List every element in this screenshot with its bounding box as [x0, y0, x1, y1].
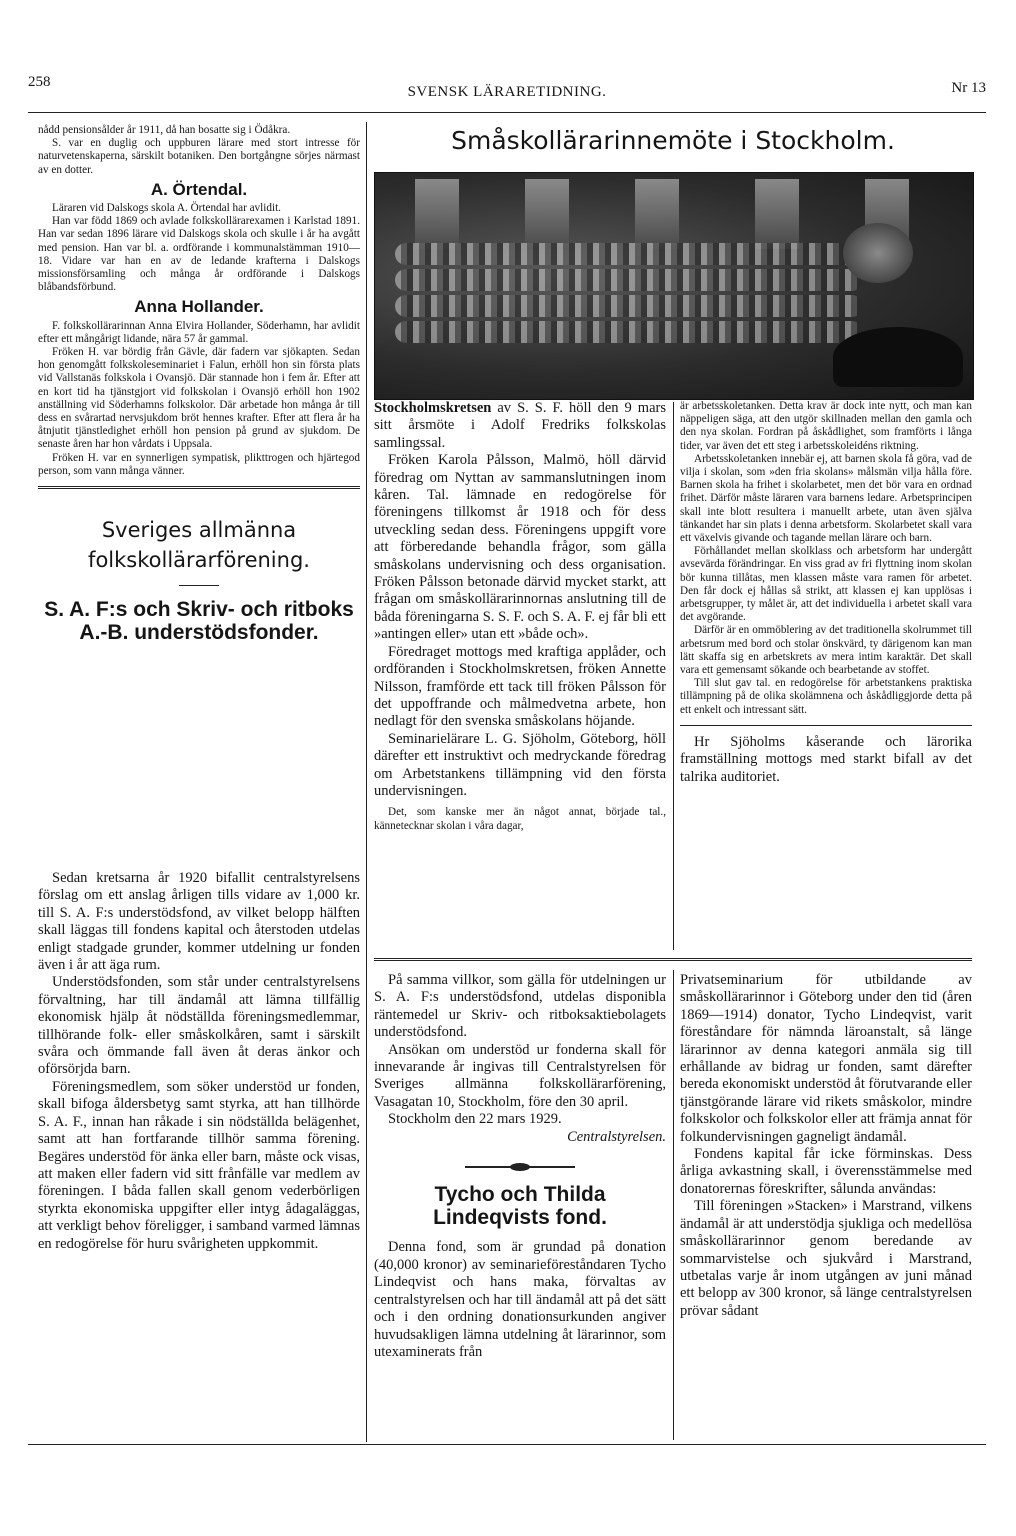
issue-number: Nr 13: [951, 80, 986, 96]
article-paragraph: är arbetsskoletanken. Detta krav är dock inte nytt, och man kan näppeligen säga, att den utgör skillnaden mellan den gamla och den nya skolan. Fordran på åskådlighet, som framförts i långa tider, var även det ett steg i arbetsskoleidéns riktning.: [680, 400, 972, 452]
left-column: [38, 124, 360, 654]
fund-paragraph: På samma villkor, som gälla för utdelningen ur S. A. F:s understödsfond, utdelas disponibla räntemedel ur Skriv- och ritboksaktiebolagets understödsfond.: [374, 972, 666, 1041]
article-paragraph: Förhållandet mellan skolklass och arbetsform har undergått avsevärda förändringar. En viss grad av fri flyttning inom skolan bör kunna tillåtas, men klassen måste vara ramen för arbetet. Den får dock ej hållas så strikt, att klassen ej kan upplösas i arbetsgrupper, ty målet är, att det individuella i arbetet skall vara det avgörande.: [680, 545, 972, 624]
newspaper-page: [18, 60, 996, 1460]
fund-heading: S. A. F:s och Skriv- och ritboks A.-B. understödsfonder.: [44, 598, 354, 645]
article-paragraph: Arbetsskoletanken innebär ej, att barnen skola få göra, vad de vilja i skolan, som »den fria skolans» målsmän vilja hålla före. Barnen skola ha frihet i skolarbetet, men det bör vara en ordnad frihet. Därför måste läraren vara barnens ledare. Arbetsprincipen skall inte blott resultera i manuellt arbete, utan även själva tänkandet har sin plats i denna arbetsform. Skolarbetet skall vara ett växelvis givande och tagande mellan lärare och barn.: [680, 452, 972, 545]
closing-rule: [680, 725, 972, 726]
right-column: [680, 400, 972, 786]
obituary-paragraph: Han var född 1869 och avlade folkskollärarexamen i Karlstad 1891. Han var sedan 1896 lärare vid Dalskogs skola och skulle i år ha avgått med pension. Han var bl. a. ordförande i kommunalstämman 1910—18. Vidare var han en av de ledande krafterna i Dalskogs missionsförsamling och många år ordförande i Dalskogs blåbandsförbund.: [38, 215, 360, 294]
article-paragraph: Fröken Karola Pålsson, Malmö, höll därvid föredrag om Nyttan av sammanslutningen inom kåren. Tal. lämnade en redogörelse för föreningens tillkomst år 1918 och för dess utveckling sedan dess. Föreningens uppgift vore att förberedande behandla frågor, som gälla småskolans undervisning och dess organisation. Fröken Pålsson betonade därvid mycket starkt, att frågan om småskollärarinnornas anslutning till de båda föreningarna S. S. F. och S. A. F. ej får bli ett »antingen eller» utan ett »både och».: [374, 452, 666, 643]
closing-paragraph: Hr Sjöholms kåserande och lärorika framställning mottogs med starkt bifall av det talrika auditoriet.: [680, 733, 972, 785]
bottom-rule: [28, 1444, 986, 1445]
fund-paragraph: Ansökan om understöd ur fonderna skall för innevarande år ingivas till Centralstyrelsen för Sveriges allmänna folkskollärarförening, Vasagatan 10, Stockholm, före den 30 april.: [374, 1041, 666, 1110]
bottom-right-column: [680, 972, 972, 1320]
fund-paragraph: Till föreningen »Stacken» i Marstrand, vilkens ändamål är att understödja sjukliga och medellösa småskollärarinnor genom beredande av sommarvistelse och sjukvård i Marstrand, utbetalas varje år inom utgången av juni månad ett belopp av 300 kronor, så länge centralstyrelsen prövar sådant: [680, 1198, 972, 1319]
intro-paragraph: S. var en duglig och uppburen lärare med stort intresse för naturvetenskaperna, särskilt botaniken. Den bortgångne sörjes närmast av en dotter.: [38, 137, 360, 176]
fund-paragraph: Understödsfonden, som står under centralstyrelsens förvaltning, har till ändamål att lämna tillfällig ekonomisk hjälp åt nödställda föreningsmedlemmar, tillhörande folk- eller småskolkåren, samt i särskilt svåra och ömmande fall även åt deras änkor och oförsörjda barn.: [38, 974, 360, 1078]
fund-article: [38, 870, 360, 1253]
short-rule: [179, 585, 219, 586]
fund-paragraph: Sedan kretsarna år 1920 bifallit centralstyrelsens förslag om ett anslag årligen tills vidare av 1,000 kr. till S. A. F:s understödsfond, av vilket belopp hälften skall läggas till fondens kapital och återstoden utdelas enligt stadgade grunder, kommer utdelning ur fonden även i år att äga rum.: [38, 870, 360, 974]
obituary-paragraph: F. folkskollärarinnan Anna Elvira Hollander, Söderhamn, har avlidit efter ett mångårigt lidande, nära 57 år gammal.: [38, 319, 360, 345]
column-rule: [366, 122, 367, 1442]
group-photograph: [374, 172, 974, 400]
article-paragraph-small: Det, som kanske mer än något annat, började tal., kännetecknar skolan i våra dagar,: [374, 806, 666, 832]
article-paragraph: Föredraget mottogs med kraftiga applåder, och ordföranden i Stockholmskretsen, fröken Annette Nilsson, framförde ett tack till fröken Pålsson för det uppoffrande och målmedvetna arbete, hon nedlagt för den svenska småskolans höjande.: [374, 643, 666, 730]
fund-paragraph: Privatseminarium för utbildande av småskollärarinnor i Göteborg under den tid (åren 1869—1914) donator, Tycho Lindeqvist, varit föreståndare för nämnda läroanstalt, så länge lärarinnor av denna kategori anmäla sig till erhållande av bidrag ur fonden, samt därefter bereda ekonomiskt understöd åt förutvarande eller tjänstgörande lärare vid rikets småskolor, mindre folkskolor och folkskolor eller att främja annat för folkundervisningen gagneligt ändamål.: [680, 972, 972, 1145]
ornament-divider: [374, 1156, 666, 1173]
page-header: [28, 74, 986, 106]
fund-paragraph: Stockholm den 22 mars 1929.: [388, 1111, 562, 1128]
publication-title: SVENSK LÄRARETIDNING.: [407, 84, 607, 100]
obituary-heading-hollander: Anna Hollander.: [134, 297, 264, 317]
header-rule: [28, 112, 986, 113]
intro-paragraph: nådd pensionsålder år 1911, då han bosatte sig i Ödåkra.: [38, 124, 291, 136]
signature: Centralstyrelsen.: [567, 1128, 666, 1145]
article-paragraph: Till slut gav tal. en redogörelse för arbetstankens praktiska tillämpning på de olika skolämnena och åskådliggjorde detta på ett enkelt och intressant sätt.: [680, 677, 972, 716]
article-title: Småskollärarinnemöte i Stockholm.: [451, 126, 895, 155]
column-rule: [673, 402, 674, 950]
fund-paragraph: Föreningsmedlem, som söker understöd ur fonden, skall bifoga åldersbetyg samt styrka, att han tillhörde S. A. F., innan han råkade i sin nödställda belägenhet, samt att han fortfarande tillhör samma förening. Begäres understöd för änka eller barn, måste ock visas, att maken eller fadern vid sitt frånfälle var medlem av föreningen. I båda fallen skall genom vederbörligen styrkta ekonomiska uppgifter eller intyg ådagaläggas, att verkligt behov föreligger, i samband varmed lämnas en redogörelse för huru svårigheten uppkommit.: [38, 1078, 360, 1252]
bottom-middle-column: [374, 972, 666, 1361]
page-number: 258: [28, 74, 51, 90]
fund-paragraph: Fondens kapital får icke förminskas. Dess årliga avkastning skall, i överensstämmelse med donatorernas föreskrifter, sålunda användas:: [680, 1146, 972, 1197]
fund-paragraph: Denna fond, som är grundad på donation (40,000 kronor) av seminarieföreståndaren Tycho Lindeqvist och hans maka, förvaltas av centralstyrelsen och har till ändamål att på det sätt och i den ordning donationsurkunden angiver huvudsakligen lämna utdelning åt lärarinnor, som utexaminerats från: [374, 1239, 666, 1360]
middle-column: [374, 400, 666, 833]
tycho-fund-heading: Tycho och Thilda Lindeqvists fond.: [433, 1183, 607, 1230]
article-paragraph: Därför är en ommöblering av det traditionella skolrummet till arbetsrum med bord och stolar önskvärd, ty därigenom kan man lätt skaffa sig en arbetskrets av mera intim karaktär. Det skall vara ett gemensamt sökande och bearbetande av stoffet.: [680, 624, 972, 677]
obituary-paragraph: Fröken H. var en synnerligen sympatisk, plikttrogen och hjärtegod person, som vann många vänner.: [38, 451, 360, 477]
section-divider: [38, 486, 360, 489]
article-paragraph: Stockholmskretsen av S. S. F. höll den 9 mars sitt årsmöte i Adolf Fredriks folkskolas samlingssal.: [374, 400, 666, 451]
obituary-heading-ortendal: A. Örtendal.: [150, 179, 248, 199]
article-paragraph: Seminarielärare L. G. Sjöholm, Göteborg, höll därefter ett instruktivt och medryckande föredrag om Arbetstankens tillämpning vid den första undervisningen.: [374, 730, 666, 799]
section-divider: [374, 958, 972, 961]
column-rule: [673, 970, 674, 1440]
obituary-paragraph: Fröken H. var bördig från Gävle, där fadern var sjökapten. Sedan hon genomgått folkskoleseminariet i Falun, erhöll hon sin första plats vid Vallstanäs folkskola i Ovansjö. Där stannade hon i fem år. Efter att en kort tid ha tjänstgjort vid folkskolan i Ovansjö erhöll hon 1902 anställning vid Söderhamns folkskolor. Där arbetade hon många år till dess en svårartad nervsjukdom bröt hennes krafter. Efter att flera år ha åtnjutit tjänstledighet erhöll hon pension på grund av sjukdom. De senaste åren har hon vårdats i Uppsala.: [38, 346, 360, 451]
obituary-paragraph: Läraren vid Dalskogs skola A. Örtendal har avlidit.: [52, 202, 281, 215]
lead-word: Stockholmskretsen: [374, 400, 492, 416]
society-heading: Sveriges allmänna folkskollärarförening.: [88, 518, 310, 573]
